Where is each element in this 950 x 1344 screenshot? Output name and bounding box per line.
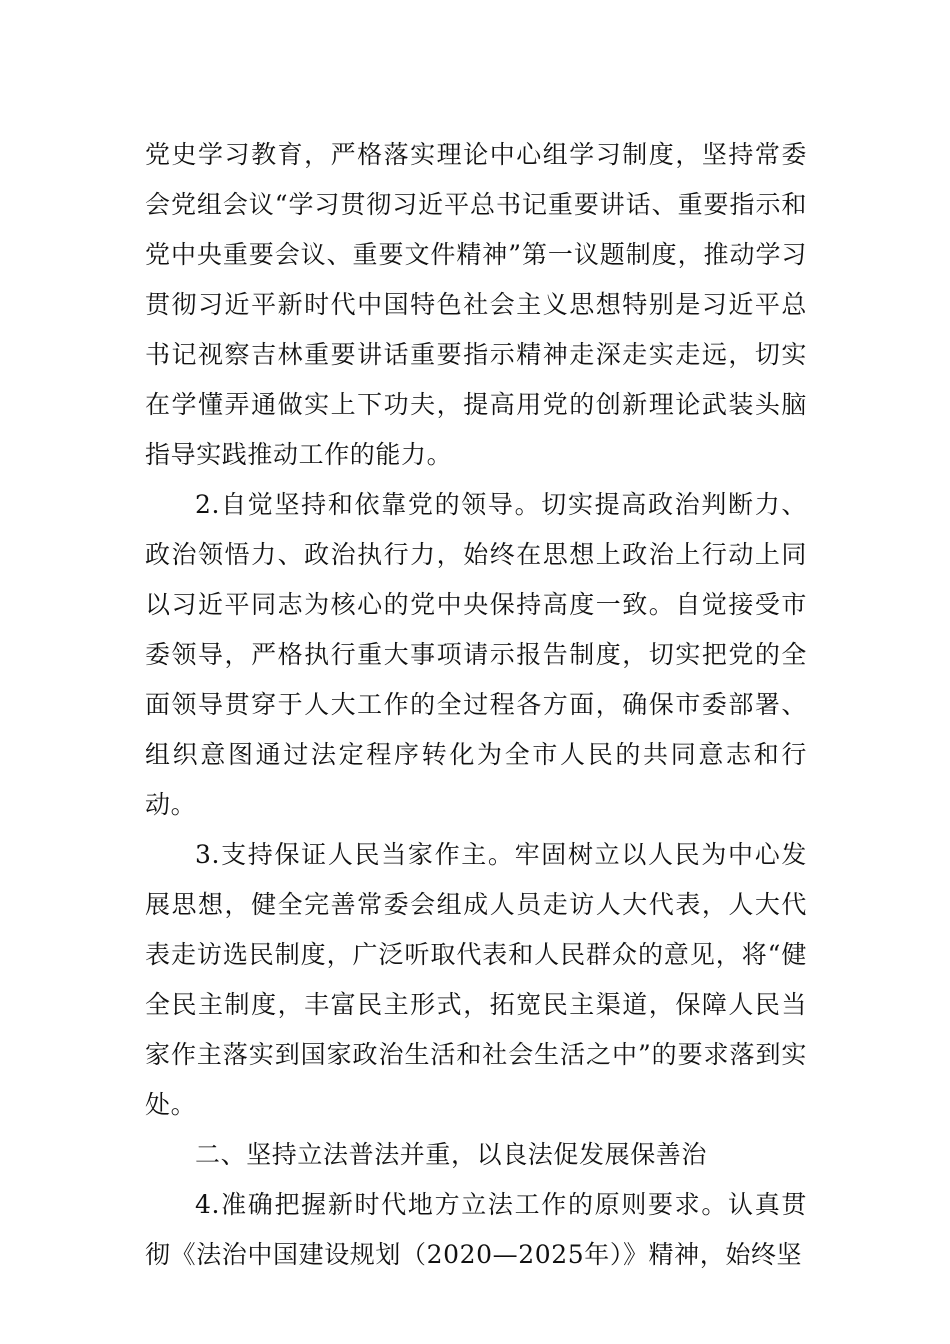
- paragraph-party-history-study: 党史学习教育，严格落实理论中心组学习制度，坚持常委会党组会议“学习贯彻习近平总书记重要讲话、重要指示和党中央重要会议、重要文件精神”第一议题制度，推动学习贯彻习近平新时代中国特色社会主义思想特别是习近平总书记视察吉林重要讲话重要指示精神走深走实走远，切实在学懂弄通做实上下功夫，提高用党的创新理论武装头脑指导实践推动工作的能力。: [145, 140, 807, 469]
- paragraph-item-4-local-legislation: 4.准确把握新时代地方立法工作的原则要求。认真贯彻《法治中国建设规划（2020—2025年）》精神，始终坚: [145, 1190, 807, 1269]
- document-body: [145, 130, 807, 1280]
- paragraph-item-2-party-leadership: 2.自觉坚持和依靠党的领导。切实提高政治判断力、政治领悟力、政治执行力，始终在思想上政治上行动上同以习近平同志为核心的党中央保持高度一致。自觉接受市委领导，严格执行重大事项请示报告制度，切实把党的全面领导贯穿于人大工作的全过程各方面，确保市委部署、组织意图通过法定程序转化为全市人民的共同意志和行动。: [145, 490, 807, 819]
- paragraph-item-3-people-masters: 3.支持保证人民当家作主。牢固树立以人民为中心发展思想，健全完善常委会组成人员走访人大代表，人大代表走访选民制度，广泛听取代表和人民群众的意见，将“健全民主制度，丰富民主形式，拓宽民主渠道，保障人民当家作主落实到国家政治生活和社会生活之中”的要求落到实处。: [145, 840, 807, 1119]
- section-heading-2-legislation: 二、坚持立法普法并重，以良法促发展保善治: [195, 1140, 708, 1169]
